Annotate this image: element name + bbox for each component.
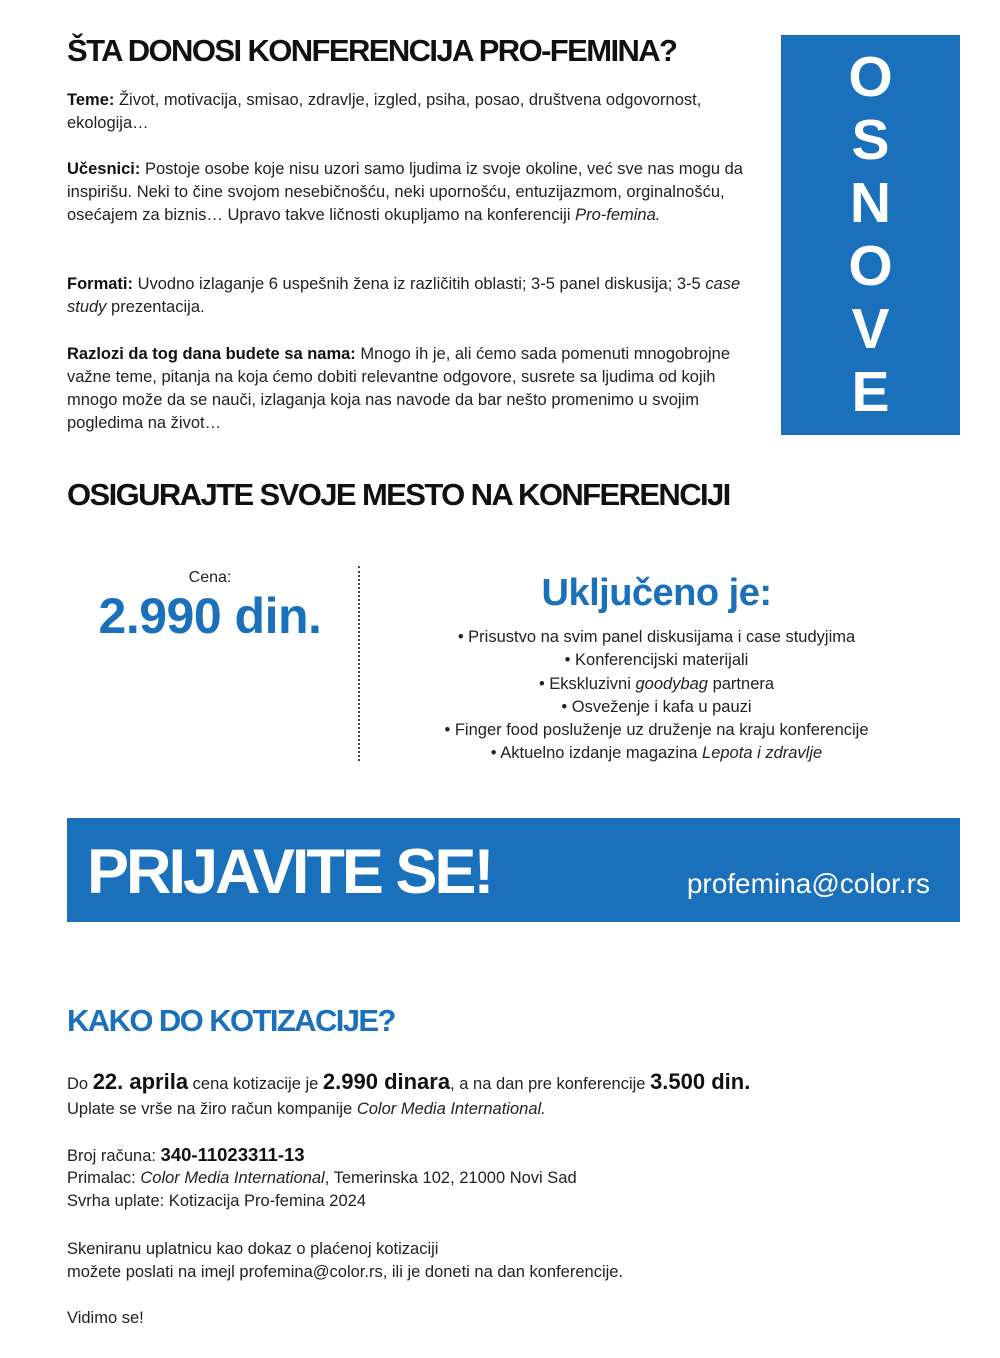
banner-letter: N <box>849 171 892 235</box>
section-title-payment: KAKO DO KOTIZACIJE? <box>67 1003 395 1038</box>
payment-line-2: Uplate se vrše na žiro račun kompanije Color Media International. <box>67 1100 546 1118</box>
recipient-line: Primalac: Color Media International, Temerinska 102, 21000 Novi Sad <box>67 1169 577 1187</box>
dotted-divider <box>358 566 360 761</box>
formati-emphasis: case study <box>67 275 741 316</box>
price-label: Cena: <box>188 569 232 586</box>
osnove-banner <box>781 35 960 435</box>
razlozi-label: Razlozi da tog dana budete sa nama: <box>67 345 356 363</box>
teme-label: Teme: <box>67 91 115 109</box>
deadline-date: 22. aprila <box>92 1069 189 1094</box>
signup-banner <box>67 818 960 922</box>
account-number: 340-11023311-13 <box>160 1144 305 1165</box>
teme-paragraph <box>67 89 767 135</box>
ucesnici-text: Postoje osobe koje nisu uzori samo ljudima iz svoje okoline, već sve nas mogu da inspirišu. Neki to čine svojom nesebičnošću, neki upornošću, entuzijazmom, orginalnošću, osećajem za biznis… Upravo takve ličnosti okupljamo na konferenciji <box>67 160 743 224</box>
ucesnici-label: Učesnici: <box>67 160 141 178</box>
purpose-line: Svrha uplate: Kotizacija Pro-femina 2024 <box>67 1192 366 1210</box>
signup-email-link[interactable]: profemina@color.rs <box>686 868 930 899</box>
formati-text-end: prezentacija. <box>106 298 205 316</box>
formati-text: Uvodno izlaganje 6 uspešnih žena iz različitih oblasti; 3-5 panel diskusija; 3-5 <box>133 275 706 293</box>
banner-letter: V <box>851 297 890 361</box>
early-price: 2.990 dinara <box>322 1069 451 1094</box>
list-item: • Osveženje i kafa u pauzi <box>561 697 752 716</box>
list-item: • Finger food posluženje uz druženje na kraju konferencije <box>444 721 869 740</box>
razlozi-paragraph <box>67 343 767 435</box>
section-title-register: OSIGURAJTE SVOJE MESTO NA KONFERENCIJI <box>67 477 730 512</box>
list-item: • Konferencijski materijali <box>564 651 749 670</box>
banner-letter: S <box>851 108 890 172</box>
list-item: • Ekskluzivni goodybag partnera <box>538 674 775 693</box>
account-number-line: Broj računa: 340-11023311-13 <box>67 1144 305 1165</box>
banner-letter: O <box>848 234 893 298</box>
list-item: • Aktuelno izdanje magazina Lepota i zdravlje <box>490 744 823 763</box>
section-title-main: ŠTA DONOSI KONFERENCIJA PRO-FEMINA? <box>67 33 677 68</box>
teme-text: Život, motivacija, smisao, zdravlje, izgled, psiha, posao, društvena odgovornost, ekologija… <box>67 91 702 132</box>
payment-line-1: Do 22. aprila cena kotizacije je 2.990 dinara, a na dan pre konferencije 3.500 din. <box>67 1069 751 1094</box>
banner-letter: O <box>848 45 893 109</box>
closing-line: Vidimo se! <box>67 1309 144 1327</box>
scan-line-1: Skeniranu uplatnicu kao dokaz o plaćenoj kotizaciji <box>67 1240 439 1258</box>
ucesnici-paragraph <box>67 158 767 227</box>
formati-label: Formati: <box>67 275 133 293</box>
banner-letter: E <box>851 360 890 424</box>
ucesnici-emphasis: Pro-femina. <box>575 206 661 224</box>
price-value: 2.990 din. <box>98 588 322 644</box>
scan-line-2: možete poslati na imejl profemina@color.rs, ili je doneti na dan konferencije. <box>67 1263 624 1281</box>
included-title: Uključeno je: <box>541 572 772 614</box>
late-price: 3.500 din. <box>650 1069 751 1094</box>
formati-paragraph <box>67 273 767 319</box>
razlozi-text: Mnogo ih je, ali ćemo sada pomenuti mnogobrojne važne teme, pitanja na koja ćemo dobiti relevantne odgovore, susrete sa ljudima od kojih mnogo može da se nauči, izlaganja koja nas navode da bar nešto promenimo u svojim pogledima na život… <box>67 345 731 432</box>
list-item: • Prisustvo na svim panel diskusijama i case studyjima <box>457 628 856 646</box>
signup-title: PRIJAVITE SE! <box>87 837 492 907</box>
included-list <box>400 626 913 766</box>
